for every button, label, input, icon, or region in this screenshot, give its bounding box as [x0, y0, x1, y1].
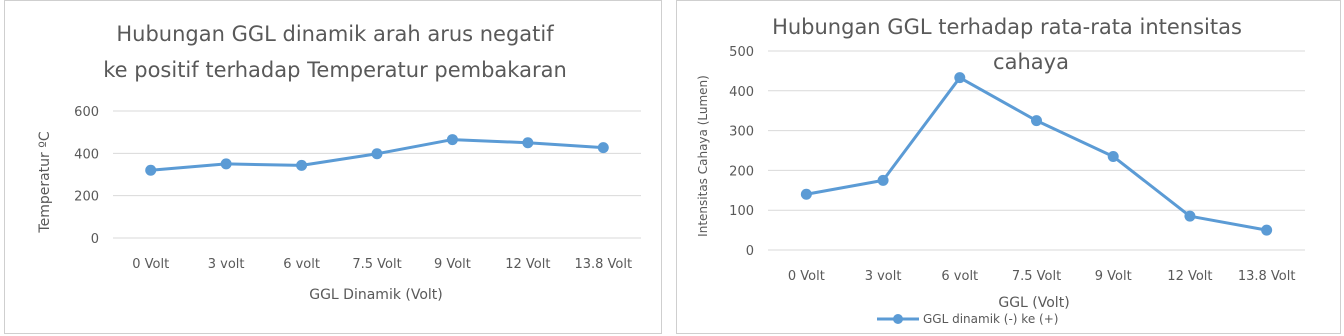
data-point [522, 137, 533, 148]
legend-label: GGL dinamik (-) ke (+) [923, 312, 1059, 326]
x-axis-label: GGL Dinamik (Volt) [309, 287, 443, 303]
y-tick-label: 300 [729, 124, 754, 140]
data-point [1261, 225, 1272, 236]
y-tick-label: 400 [729, 84, 754, 100]
chart-title-line-2: cahaya [993, 50, 1069, 74]
x-axis-label: GGL (Volt) [998, 295, 1070, 311]
legend-point-marker [893, 314, 903, 324]
chart-panel-temperature [4, 0, 662, 334]
x-tick-label: 6 volt [941, 269, 979, 284]
data-point [221, 158, 232, 169]
x-tick-label: 0 Volt [787, 269, 825, 284]
x-tick-label: 9 Volt [433, 257, 471, 272]
y-tick-label: 200 [74, 189, 99, 205]
x-tick-label: 13.8 Volt [574, 257, 633, 272]
data-point [145, 165, 156, 176]
x-tick-label: 12 Volt [1167, 269, 1213, 284]
temperature-chart [5, 1, 661, 333]
y-axis-label: Temperatur ºC [37, 131, 53, 233]
x-tick-label: 9 Volt [1094, 269, 1132, 284]
data-point [954, 72, 965, 83]
x-tick-label: 12 Volt [505, 257, 551, 272]
x-tick-label: 6 volt [283, 257, 320, 272]
y-tick-label: 200 [729, 164, 754, 180]
y-axis-label: Intensitas Cahaya (Lumen) [696, 75, 710, 237]
x-tick-label: 0 Volt [132, 257, 170, 272]
light-intensity-chart [677, 1, 1340, 333]
chart-title-line-1: Hubungan GGL terhadap rata-rata intensitas [772, 15, 1242, 39]
y-tick-label: 0 [90, 232, 99, 247]
x-tick-label: 7.5 Volt [352, 257, 402, 272]
y-tick-label: 0 [745, 244, 754, 259]
y-tick-label: 400 [74, 147, 99, 163]
chart-title-line-2: ke positif terhadap Temperatur pembakaran [103, 58, 567, 82]
data-point [1031, 115, 1042, 126]
data-point [878, 175, 889, 186]
x-tick-label: 7.5 Volt [1011, 269, 1062, 284]
data-point [372, 148, 383, 159]
legend [877, 312, 1058, 326]
data-point [296, 160, 307, 171]
data-point [447, 134, 458, 145]
data-point [1108, 151, 1119, 162]
x-tick-label: 3 volt [864, 269, 902, 284]
data-point [801, 189, 812, 200]
data-point [1184, 211, 1195, 222]
chart-title-line-1: Hubungan GGL dinamik arah arus negatif [116, 22, 554, 46]
series-line-light-intensity [806, 78, 1266, 230]
y-tick-label: 600 [74, 105, 99, 120]
chart-panel-light-intensity [676, 0, 1341, 334]
data-point [598, 142, 609, 153]
x-tick-label: 13.8 Volt [1237, 269, 1296, 284]
y-tick-label: 100 [729, 204, 754, 220]
x-tick-label: 3 volt [207, 257, 245, 272]
y-tick-label: 500 [729, 45, 754, 60]
